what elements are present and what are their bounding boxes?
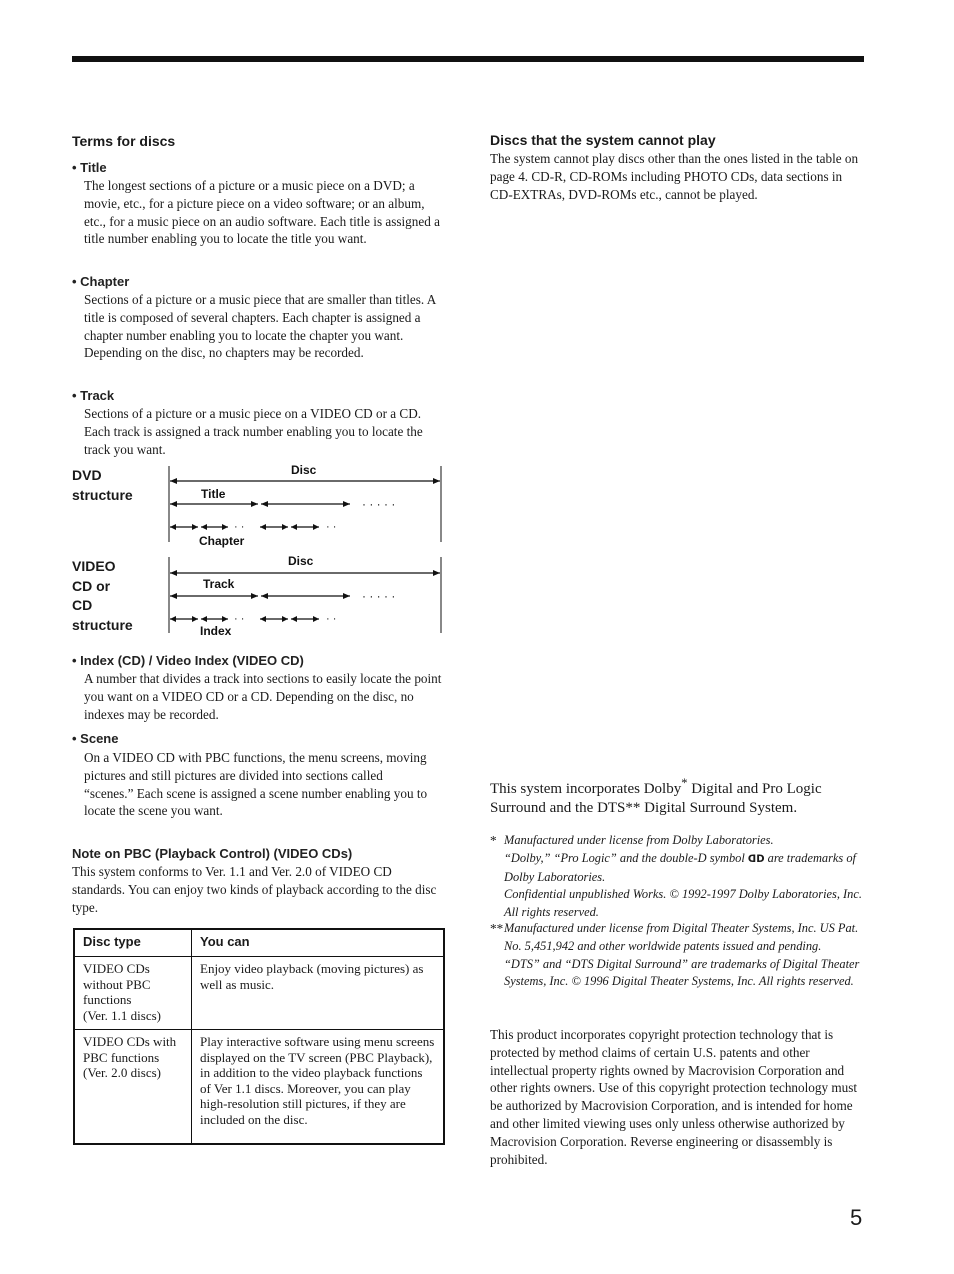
footnote2-line1: Manufactured under license from Digital Theater Systems, Inc. US Pat. No. 5,451,942 and other worldwide patents issued and pending.: [504, 921, 859, 953]
svg-text:· · · · ·: · · · · ·: [362, 497, 396, 511]
term-chapter-label: • Chapter: [72, 274, 130, 289]
vcd-label-line2: CD or: [72, 577, 111, 594]
footnote2-line2: “DTS” and “DTS Digital Surround” are trademarks of Digital Theater Systems, Inc. © 1996 Digital Theater Systems, Inc. All rights reserved.: [504, 956, 860, 989]
svg-text:· ·: · ·: [326, 613, 337, 625]
table-row: [74, 957, 444, 1030]
table-cell-disc-type: VIDEO CDs with PBC functions (Ver. 2.0 discs): [74, 1030, 192, 1145]
page-number: 5: [850, 1205, 863, 1230]
cannot-play-heading: Discs that the system cannot play: [490, 132, 716, 148]
vcd-label-line3: CD: [72, 597, 93, 613]
table-header-you-can: You can: [192, 929, 445, 957]
vcd-track-label: Track: [203, 577, 235, 591]
term-index-label: • Index (CD) / Video Index (VIDEO CD): [72, 653, 304, 668]
dolby-intro-part1: This system incorporates Dolby: [490, 781, 682, 797]
footnote1-line2b: are trademarks of Dolby Laboratories.: [504, 850, 856, 884]
dvd-chapter-label: Chapter: [199, 534, 245, 548]
pbc-table: [73, 928, 445, 1145]
pbc-heading: Note on PBC (Playback Control) (VIDEO CDs): [72, 846, 353, 861]
dolby-intro-star: *: [681, 776, 688, 790]
dvd-disc-label: Disc: [291, 463, 317, 477]
pbc-text: This system conforms to Ver. 1.1 and Ver. 2.0 of VIDEO CD standards. You can enjoy two kinds of playback according to the disc type.: [72, 864, 437, 915]
dvd-structure-diagram: [160, 460, 450, 552]
term-track-label: • Track: [72, 388, 115, 403]
double-d-symbol-icon: ᗡᗞ: [747, 853, 765, 865]
term-title-label: • Title: [72, 160, 107, 175]
footnote1-mark: *: [490, 833, 497, 848]
vcd-label-line4: structure: [72, 616, 133, 633]
svg-text:· ·: · ·: [234, 521, 245, 533]
footnote2-mark: **: [490, 921, 504, 936]
vcd-label-line1: VIDEO: [72, 558, 116, 574]
vcd-disc-label: Disc: [288, 554, 314, 568]
footnote1-line2a: “Dolby,” “Pro Logic” and the double-D symbol: [504, 850, 748, 865]
table-cell-disc-type: VIDEO CDs without PBC functions (Ver. 1.1 discs): [74, 957, 192, 1030]
terms-heading: Terms for discs: [72, 133, 176, 149]
term-index-text: A number that divides a track into sections to easily locate the point you want on a VIDEO CD or a CD. Depending on the disc, no indexes may be recorded.: [84, 671, 442, 722]
term-scene-text: On a VIDEO CD with PBC functions, the menu screens, moving pictures and still pictures are divided into sections called “scenes.” Each scene is assigned a scene number enabling you to locate the scene you want.: [84, 750, 428, 819]
top-rule: [72, 56, 864, 62]
svg-text:· ·: · ·: [326, 521, 337, 533]
dvd-label-line1: DVD: [72, 467, 102, 483]
svg-text:· ·: · ·: [234, 613, 245, 625]
footnote1-line2: [504, 850, 864, 887]
term-chapter-text: Sections of a picture or a music piece that are smaller than titles. A title is composed of several chapters. Each chapter is assigned a chapter number enabling you to locate the chapter you want. Depending on the disc, no chapters may be recorded.: [84, 292, 436, 361]
dvd-label-line2: structure: [72, 486, 133, 503]
macrovision-text: This product incorporates copyright protection technology that is protected by method claims of certain U.S. patents and other intellectual property rights owned by Macrovision Corporation and other rights owners. Use of this copyright protection technology must be authorized by Macrovision Corporation, and is intended for home and other limited viewing uses only unless otherwise authorized by Macrovision Corporation. Reverse engineering or disassembly is prohibited.: [490, 1027, 857, 1167]
cannot-play-text: The system cannot play discs other than the ones listed in the table on page 4. CD-R, CD-ROMs including PHOTO CDs, data sections in CD-EXTRAs, DVD-ROMs etc., cannot be played.: [490, 151, 859, 202]
table-cell-you-can: Play interactive software using menu screens displayed on the TV screen (PBC Playback), in addition to the video playback functions of Ver 1.1 discs. Moreover, you can play high-resolution still pictures, if they are included on the disc.: [192, 1030, 445, 1145]
footnote1-line1: Manufactured under license from Dolby Laboratories.: [504, 833, 774, 847]
dvd-structure-label: [72, 466, 133, 505]
term-scene-label: • Scene: [72, 731, 119, 746]
footnote1-line3: Confidential unpublished Works. © 1992-1997 Dolby Laboratories, Inc. All rights reserved.: [504, 887, 862, 920]
term-track-text: Sections of a picture or a music piece on a VIDEO CD or a CD. Each track is assigned a track number enabling you to locate the track you want.: [84, 406, 423, 457]
dvd-title-label: Title: [201, 487, 226, 501]
table-row: [74, 1030, 444, 1145]
svg-text:· · · · ·: · · · · ·: [362, 589, 396, 603]
term-title-text: The longest sections of a picture or a music piece on a DVD; a movie, etc., for a picture piece on a video software; or an album, etc., for a music piece on an audio software. Each title is assigned a title number enabling you to locate the title you want.: [84, 178, 440, 247]
dolby-intro: [490, 774, 862, 818]
vcd-index-label: Index: [200, 624, 232, 638]
footnote1-text: [504, 832, 864, 922]
table-header-disc-type: Disc type: [74, 929, 192, 957]
dolby-intro-part2: Digital and Pro Logic Surround and the DTS** Digital Surround System.: [490, 781, 822, 816]
table-cell-you-can: Enjoy video playback (moving pictures) as well as music.: [192, 957, 445, 1030]
vcd-structure-label: [72, 557, 133, 635]
footnote2-text: [504, 920, 864, 991]
pbc-table-header-row: [74, 929, 444, 957]
vcd-structure-diagram: [160, 551, 450, 641]
